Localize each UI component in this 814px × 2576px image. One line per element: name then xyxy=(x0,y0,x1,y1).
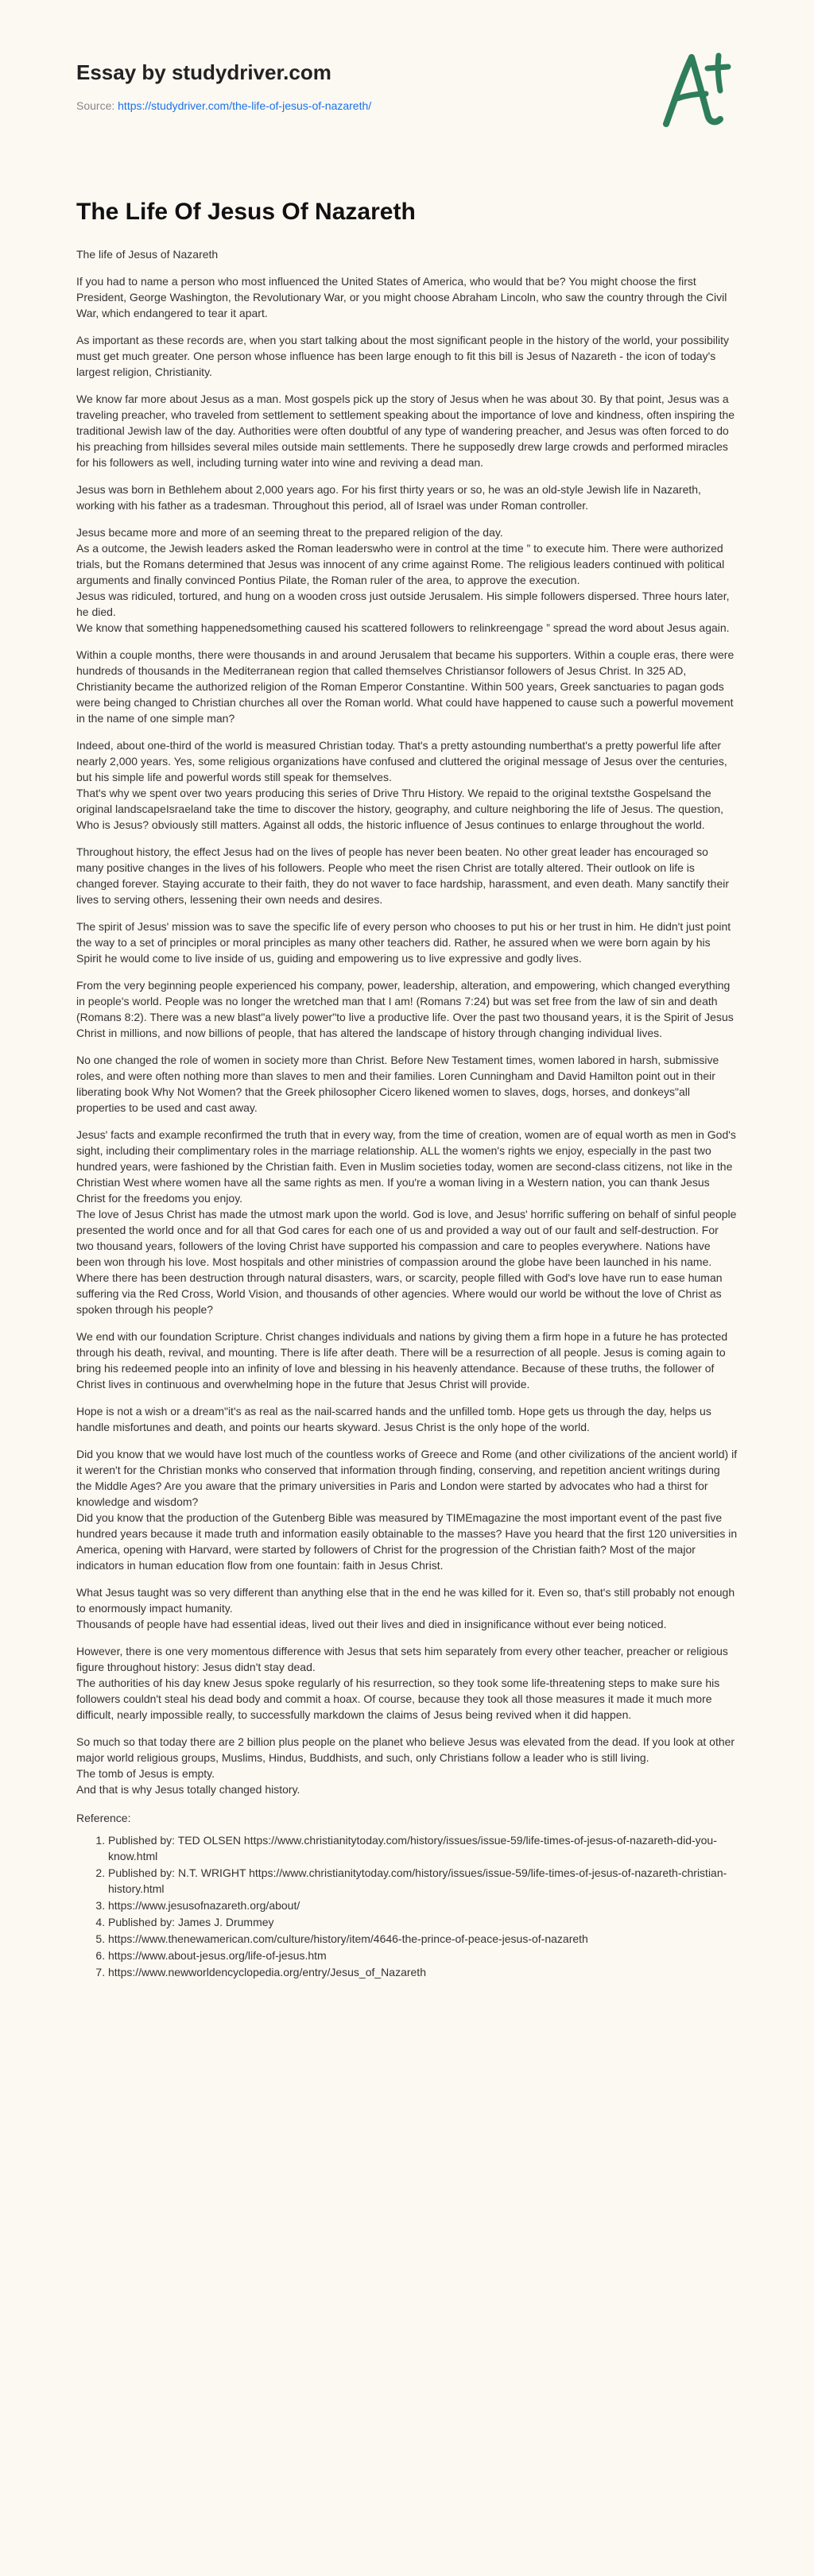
paragraph-line: Indeed, about one-third of the world is measured Christian today. That's a pretty astounding numberthat's a pretty powerful life after nearly 2,000 years. Yes, some religious organizations have confused and cluttered the original message of Jesus over the centuries, but his simple life and powerful words still speak for themselves. xyxy=(76,739,727,783)
document-title: The Life Of Jesus Of Nazareth xyxy=(76,199,416,225)
paragraph-line: Jesus became more and more of an seeming threat to the prepared religion of the day. xyxy=(76,526,503,539)
reference-item: 4. Published by: James J. Drummey xyxy=(108,1914,738,1930)
a-plus-logo-icon xyxy=(652,46,731,133)
paragraph xyxy=(76,273,738,321)
paragraph-line: The love of Jesus Christ has made the utmost mark upon the world. God is love, and Jesus' horrific suffering on behalf of sinful people presented the world once and for all that God cares for each one of us and provided a way out of our fault and self-destruction. For two thousand years, followers of the loving Christ have supported his compassion and care to peoples everywhere. Nations have been won through his love. Most hospitals and other ministries of compassion around the globe have been launched in his name. Where there has been destruction through natural disasters, wars, or scarcity, people filled with God's love have run to ease human suffering via the Red Cross, World Vision, and thousands of other agencies. Where would our world be without the love of Christ as spoken through his people? xyxy=(76,1208,737,1316)
paragraph xyxy=(76,1127,738,1317)
paragraph xyxy=(76,1446,738,1573)
paragraph xyxy=(76,647,738,726)
paragraph-line: We end with our foundation Scripture. Christ changes individuals and nations by giving them a firm hope in a future he has protected through his death, revival, and mounting. There is life after death. There will be a resurrection of all people. Jesus is coming again to bring his redeemed people into an infinity of love and blessing in his heavenly attendance. Because of these truths, the follower of Christ lives in continuous and overwhelming hope in the future that Jesus Christ will provide. xyxy=(76,1330,728,1390)
paragraph-line: Did you know that we would have lost much of the countless works of Greece and Rome (and other civilizations of the ancient world) if it weren't for the Christian monks who conserved that information through finding, conserving, and repetition ancient writings during the Middle Ages? Are you aware that the primary universities in Paris and London were started by advocates who had a thirst for knowledge and wisdom? xyxy=(76,1448,738,1508)
paragraph-line: From the very beginning people experienced his company, power, leadership, alteration, and empowering, which changed everything in people's world. People was no longer the wretched man that I am! (Romans 7:24) but was set free from the law of sin and death (Romans 8:2). There was a new blast"a lively power"to live a productive life. Over the past two thousand years, it is the Spirit of Jesus Christ in millions, and now billions of people, that has altered the landscape of history through changing individual lives. xyxy=(76,979,734,1039)
paragraph-line: That's why we spent over two years producing this series of Drive Thru History. We repaid to the original textsthe Gospelsand the original landscapeIsraeland take the time to discover the history, geography, and culture neighboring the life of Jesus. The question, Who is Jesus? obviously still matters. Against all odds, the historic influence of Jesus continues to enlarge throughout the world. xyxy=(76,787,724,831)
reference-item: 6. https://www.about-jesus.org/life-of-jesus.htm xyxy=(108,1947,738,1963)
source-label: Source: xyxy=(76,99,118,112)
header xyxy=(76,51,738,130)
paragraph xyxy=(76,332,738,380)
paragraph xyxy=(76,1734,738,1797)
source-link[interactable]: https://studydriver.com/the-life-of-jesus-of-nazareth/ xyxy=(118,99,372,112)
reference-heading: Reference: xyxy=(76,1812,131,1824)
site-title: Essay by studydriver.com xyxy=(76,60,331,84)
paragraph-line: If you had to name a person who most influenced the United States of America, who would that be? You might choose the first President, George Washington, the Revolutionary War, or you might choose Abraham Lincoln, who saw the country through the Civil War, which endangered to tear it apart. xyxy=(76,275,727,319)
paragraph-line: What Jesus taught was so very different than anything else that in the end he was killed for it. Even so, that's still probably not enough to enormously impact humanity. xyxy=(76,1586,735,1615)
paragraph xyxy=(76,1643,738,1723)
paragraph-line: Thousands of people have had essential ideas, lived out their lives and died in insignificance without ever being noticed. xyxy=(76,1618,667,1630)
paragraph-line: Throughout history, the effect Jesus had on the lives of people has never been beaten. No other great leader has encouraged so many positive changes in the lives of his followers. People who meet the risen Christ are totally altered. Their outlook on life is changed forever. Staying accurate to their faith, they do not waver to face hardship, harassment, and even death. Many sanctify their lives to serving others, lessening their own needs and desires. xyxy=(76,845,730,906)
paragraph xyxy=(76,524,738,636)
document-subtitle: The life of Jesus of Nazareth xyxy=(76,248,219,261)
paragraph-line: Hope is not a wish or a dream"it's as real as the nail-scarred hands and the unfilled tomb. Hope gets us through the day, helps us handle misfortunes and death, and points our hearts skyward. Jesus Christ is the only hope of the world. xyxy=(76,1405,711,1433)
paragraph xyxy=(76,737,738,833)
paragraph-line: We know far more about Jesus as a man. Most gospels pick up the story of Jesus when he was about 30. By that point, Jesus was a traveling preacher, who traveled from settlement to settlement speaking about the importance of love and kindness, often inspiring the traditional Jewish law of the day. Authorities were often doubtful of any type of wandering preacher, and Jesus was often forced to do his preaching from hillsides several miles outside main settlements. There he supposedly drew large crowds and performed miracles for his followers as well, including turning water into wine and reviving a dead man. xyxy=(76,393,735,469)
reference-item: 2. Published by: N.T. WRIGHT https://www.christianitytoday.com/history/issues/issue-59/life-times-of-jesus-of-nazareth-christian-history.html xyxy=(108,1865,738,1897)
paragraph-line: Within a couple months, there were thousands in and around Jerusalem that became his supporters. Within a couple eras, there were hundreds of thousands in the Mediterranean region that called themselves Christiansor followers of Jesus Christ. In 325 AD, Christianity became the authorized religion of the Roman Emperor Constantine. Within 500 years, Greek sanctuaries to pagan gods were being changed to Christian churches all over the Roman world. What could have happened to cause such a powerful movement in the name of one simple man? xyxy=(76,648,735,725)
paragraph-line: We know that something happenedsomething caused his scattered followers to relinkreengage ” spread the word about Jesus again. xyxy=(76,621,730,634)
paragraph xyxy=(76,1052,738,1116)
paragraphs xyxy=(76,273,738,1797)
source-line xyxy=(76,99,738,112)
paragraph-line: As a outcome, the Jewish leaders asked the Roman leaderswho were in control at the time ” to execute him. There were authorized trials, but the Romans determined that Jesus was innocent of any crime against Rome. The religious leaders continued with political arguments and finally convinced Pontius Pilate, the Roman ruler of the area, to approve the execution. xyxy=(76,542,725,586)
paragraph xyxy=(76,482,738,513)
paragraph xyxy=(76,977,738,1041)
reference-list xyxy=(76,1832,738,1980)
reference-item: 1. Published by: TED OLSEN https://www.christianitytoday.com/history/issues/issue-59/life-times-of-jesus-of-nazareth-did-you-know.html xyxy=(108,1832,738,1864)
paragraph-line: No one changed the role of women in society more than Christ. Before New Testament times, women labored in harsh, submissive roles, and were often nothing more than slaves to men and their families. Loren Cunningham and David Hamilton point out in their liberating book Why Not Women? that the Greek philosopher Cicero likened women to slaves, dogs, horses, and donkeys"all properties to be used and cast away. xyxy=(76,1054,719,1114)
paragraph xyxy=(76,1403,738,1435)
paragraph-line: The spirit of Jesus' mission was to save the specific life of every person who chooses to put his or her trust in him. He didn't just point the way to a set of principles or moral principles as many other teachers did. Rather, he assured when we were born again by his Spirit he would come to live inside of us, guiding and empowering us to live expressive and godly lives. xyxy=(76,920,731,965)
paragraph-line: Jesus' facts and example reconfirmed the truth that in every way, from the time of creation, women are of equal worth as men in God's sight, including their complimentary roles in the marriage relationship. ALL the women's rights we enjoy, especially in the past two hundred years, were fashioned by the Christian faith. Even in Muslim societies today, women are second-class citizens, not like in the Christian West where women have all the same rights as men. If you're a woman living in a Western nation, you can thank Jesus Christ for the freedoms you enjoy. xyxy=(76,1128,736,1205)
paragraph-line: Jesus was born in Bethlehem about 2,000 years ago. For his first thirty years or so, he was an old-style Jewish life in Nazareth, working with his father as a tradesman. Throughout this period, all of Israel was under Roman controller. xyxy=(76,483,701,512)
document-body xyxy=(76,199,738,1981)
paragraph xyxy=(76,1329,738,1392)
paragraph-line: As important as these records are, when you start talking about the most significant people in the history of the world, your possibility must get much greater. One person whose influence has been large enough to fit this bill is Jesus of Nazareth - the icon of today's largest religion, Christianity. xyxy=(76,334,729,378)
paragraph-line: Jesus was ridiculed, tortured, and hung on a wooden cross just outside Jerusalem. His simple followers dispersed. Three hours later, he died. xyxy=(76,590,730,618)
paragraph-line: However, there is one very momentous difference with Jesus that sets him separately from every other teacher, preacher or religious figure throughout history: Jesus didn't stay dead. xyxy=(76,1645,728,1673)
paragraph xyxy=(76,1584,738,1632)
paragraph xyxy=(76,844,738,907)
reference-item: 3. https://www.jesusofnazareth.org/about/ xyxy=(108,1897,738,1913)
paragraph-line: Did you know that the production of the Gutenberg Bible was measured by TIMEmagazine the most important event of the past five hundred years because it made truth and information easily obtainable to the masses? Have you heard that the first 120 universities in America, opening with Harvard, were started by followers of Christ for the progression of the Christian faith? Most of the major indicators in human education flow from one fountain: faith in Jesus Christ. xyxy=(76,1511,738,1572)
paragraph-line: The tomb of Jesus is empty. xyxy=(76,1767,215,1780)
paragraph xyxy=(76,391,738,470)
reference-item: 5. https://www.thenewamerican.com/culture/history/item/4646-the-prince-of-peace-jesus-of-nazareth xyxy=(108,1931,738,1947)
reference-item: 7. https://www.newworldencyclopedia.org/entry/Jesus_of_Nazareth xyxy=(108,1964,738,1980)
paragraph-line: So much so that today there are 2 billion plus people on the planet who believe Jesus was elevated from the dead. If you look at other major world religious groups, Muslims, Hindus, Buddhists, and such, only Christians follow a leader who is still living. xyxy=(76,1735,735,1764)
paragraph-line: And that is why Jesus totally changed history. xyxy=(76,1783,300,1796)
paragraph-line: The authorities of his day knew Jesus spoke regularly of his resurrection, so they took some life-threatening steps to make sure his followers couldn't steal his dead body and commit a hoax. Of course, because they took all those measures it made it much more difficult, nearly impossible really, to successfully markdown the claims of Jesus being revived when it did happen. xyxy=(76,1677,720,1721)
paragraph xyxy=(76,919,738,966)
